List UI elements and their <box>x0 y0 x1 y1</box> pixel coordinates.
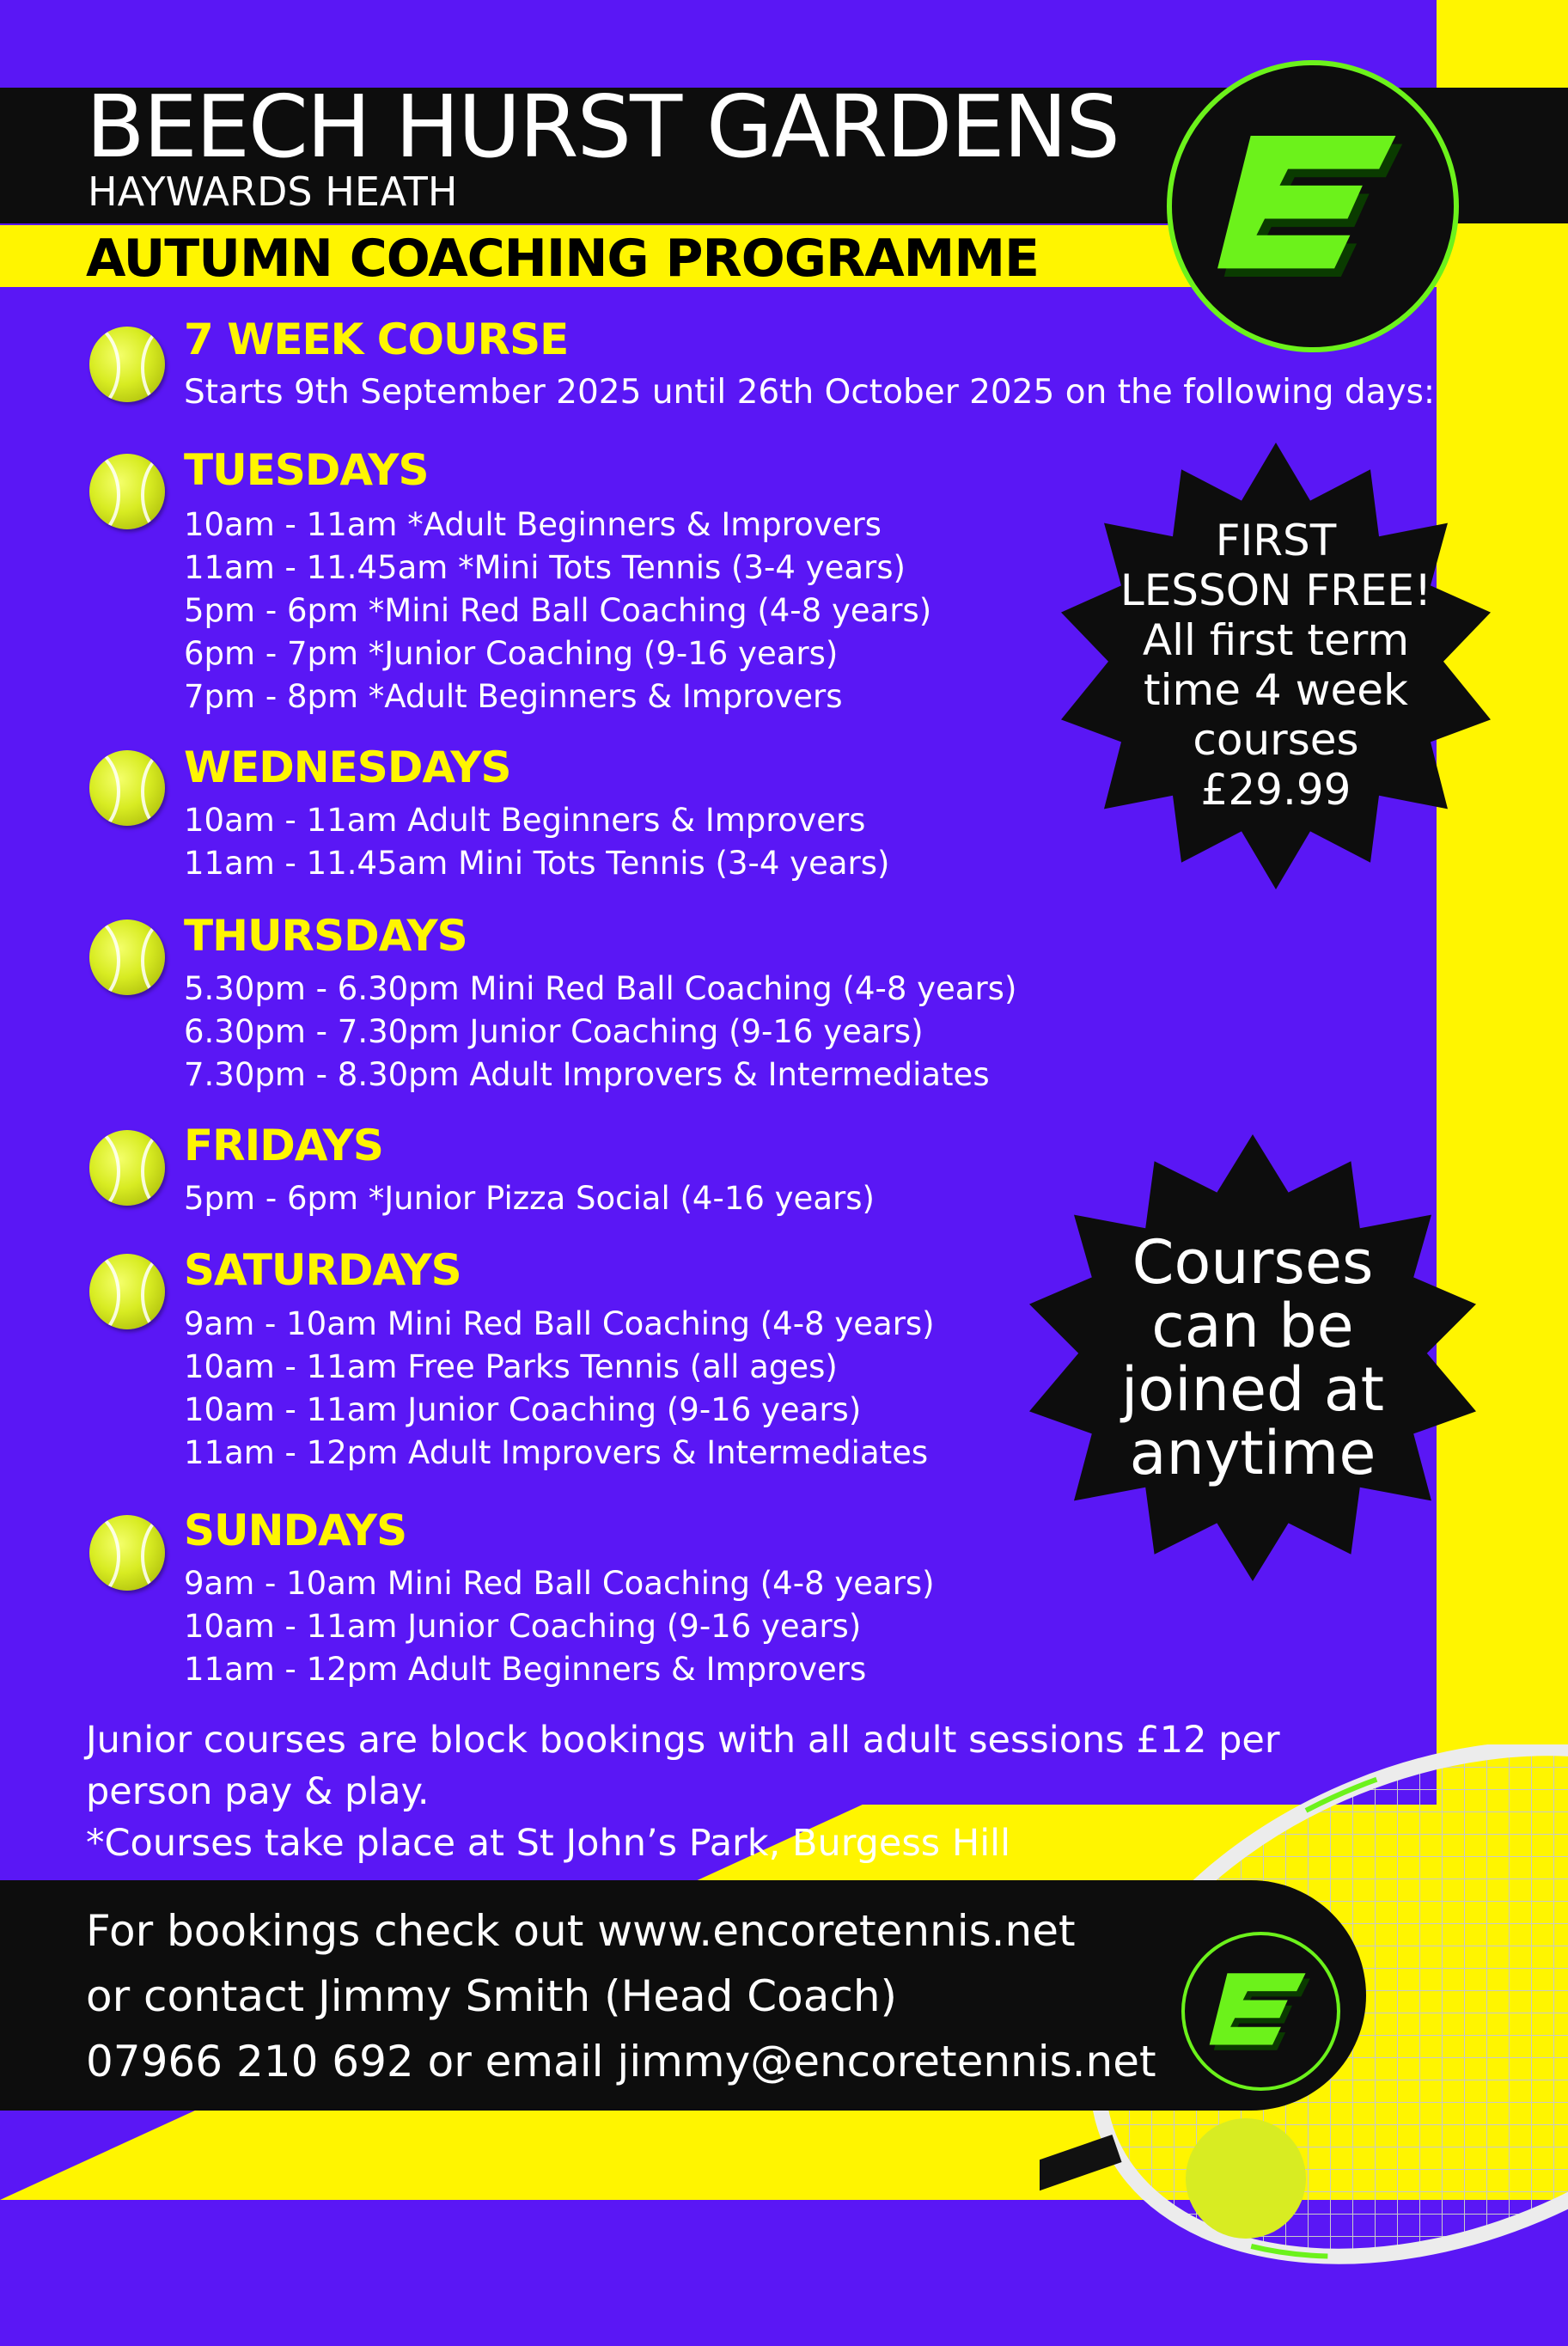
encore-e-logo-icon <box>1167 60 1459 352</box>
tennis-ball-icon <box>89 1130 165 1206</box>
promo-line: time 4 week <box>1144 665 1408 715</box>
day-heading-thursdays: THURSDAYS <box>184 911 467 961</box>
tennis-ball-icon <box>89 750 165 826</box>
tennis-ball-icon <box>89 327 165 402</box>
day-heading-tuesdays: TUESDAYS <box>184 445 429 495</box>
promo-line: FIRST <box>1215 516 1337 565</box>
day-heading-saturdays: SATURDAYS <box>184 1245 461 1295</box>
session-item: 10am - 11am Free Parks Tennis (all ages) <box>184 1348 838 1385</box>
day-heading-fridays: FRIDAYS <box>184 1121 383 1170</box>
course-heading: 7 WEEK COURSE <box>184 315 569 364</box>
footer-website: For bookings check out www.encoretennis.net <box>86 1906 1076 1956</box>
note-line: *Courses take place at St John’s Park, Burgess Hill <box>86 1822 1011 1865</box>
session-list-sundays <box>184 1562 935 1691</box>
promo-line: courses <box>1193 715 1359 765</box>
promo-first-lesson-text <box>1070 516 1482 815</box>
encore-e-logo-icon <box>1181 1932 1340 2091</box>
session-item: 7pm - 8pm *Adult Beginners & Improvers <box>184 678 843 715</box>
session-item: 11am - 12pm Adult Beginners & Improvers <box>184 1651 867 1688</box>
promo-line: can be <box>1151 1291 1354 1361</box>
session-item: 7.30pm - 8.30pm Adult Improvers & Intermediates <box>184 1056 990 1093</box>
page-title: BEECH HURST GARDENS <box>86 76 1119 177</box>
tennis-ball-icon <box>89 919 165 995</box>
programme-title: AUTUMN COACHING PROGRAMME <box>86 229 1040 289</box>
promo-line: All first term <box>1142 615 1410 665</box>
session-list-fridays <box>184 1177 875 1220</box>
tennis-ball-icon <box>89 1515 165 1591</box>
session-item: 9am - 10am Mini Red Ball Coaching (4-8 years) <box>184 1305 935 1342</box>
session-item: 11am - 11.45am Mini Tots Tennis (3-4 years) <box>184 845 890 882</box>
footer-phone-email: 07966 210 692 or email jimmy@encoretennis.net <box>86 2037 1156 2086</box>
promo-line: anytime <box>1129 1418 1376 1488</box>
footer-contact: or contact Jimmy Smith (Head Coach) <box>86 1971 898 2021</box>
session-item: 11am - 11.45am *Mini Tots Tennis (3-4 years) <box>184 549 906 586</box>
session-list-thursdays <box>184 968 1016 1097</box>
day-heading-sundays: SUNDAYS <box>184 1506 407 1555</box>
session-item: 10am - 11am Junior Coaching (9-16 years) <box>184 1608 862 1645</box>
promo-join-anytime-text <box>1038 1227 1467 1488</box>
session-item: 6pm - 7pm *Junior Coaching (9-16 years) <box>184 635 839 672</box>
promo-line: joined at <box>1120 1354 1385 1425</box>
session-item: 10am - 11am Adult Beginners & Improvers <box>184 802 866 839</box>
session-item: 5pm - 6pm *Mini Red Ball Coaching (4-8 years) <box>184 592 932 629</box>
course-dates: Starts 9th September 2025 until 26th October 2025 on the following days: <box>184 373 1436 412</box>
session-item: 5pm - 6pm *Junior Pizza Social (4-16 years) <box>184 1180 875 1217</box>
session-item: 5.30pm - 6.30pm Mini Red Ball Coaching (4-8 years) <box>184 970 1017 1007</box>
session-list-wednesdays <box>184 799 889 885</box>
session-item: 6.30pm - 7.30pm Junior Coaching (9-16 years) <box>184 1013 924 1050</box>
tennis-ball-icon <box>89 1254 165 1329</box>
promo-line: Courses <box>1132 1227 1374 1298</box>
tennis-ball-icon <box>89 454 165 529</box>
session-list-saturdays <box>184 1303 935 1475</box>
day-heading-wednesdays: WEDNESDAYS <box>184 742 511 792</box>
promo-line: LESSON FREE! <box>1120 565 1432 615</box>
session-list-tuesdays <box>184 504 931 718</box>
session-item: 10am - 11am Junior Coaching (9-16 years) <box>184 1391 862 1428</box>
note-line: person pay & play. <box>86 1770 430 1813</box>
promo-price: £29.99 <box>1200 765 1351 815</box>
session-item: 10am - 11am *Adult Beginners & Improvers <box>184 506 882 543</box>
booking-notes <box>86 1714 1280 1869</box>
page-subtitle: HAYWARDS HEATH <box>88 168 458 215</box>
session-item: 9am - 10am Mini Red Ball Coaching (4-8 years) <box>184 1565 935 1602</box>
session-item: 11am - 12pm Adult Improvers & Intermediates <box>184 1434 929 1471</box>
note-line: Junior courses are block bookings with all adult sessions £12 per <box>86 1719 1280 1762</box>
